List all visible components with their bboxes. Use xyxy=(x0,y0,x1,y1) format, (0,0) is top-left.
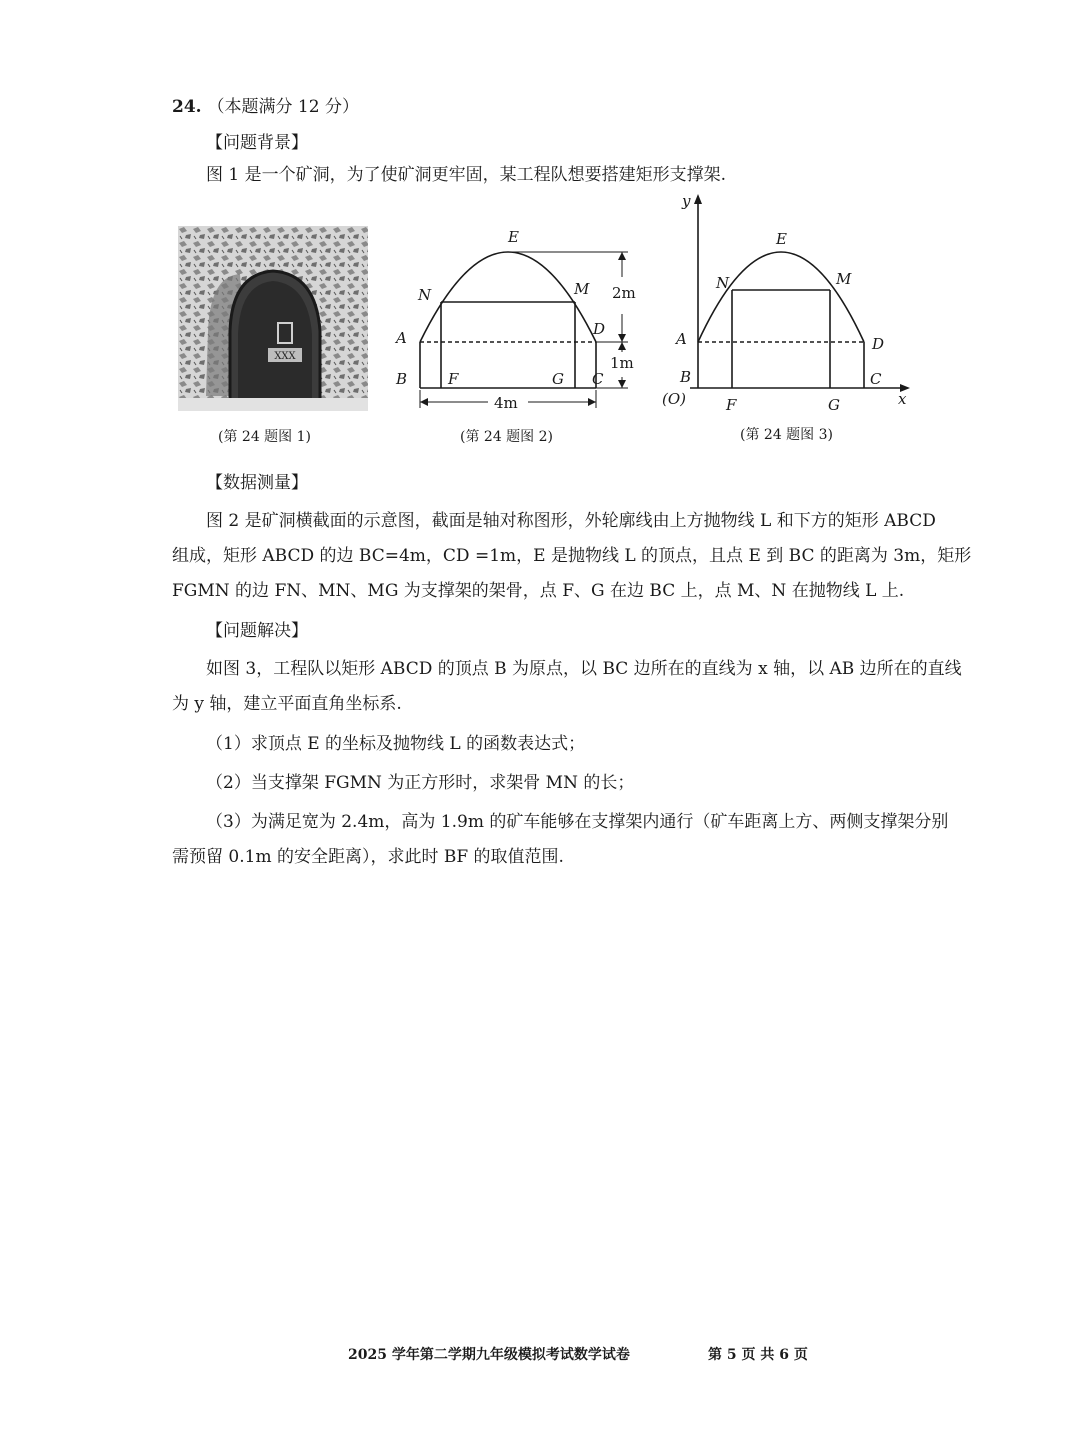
figure-1-sign-text: XXX xyxy=(274,351,296,362)
fig3-label-y: y xyxy=(682,192,691,210)
background-text: 图 1 是一个矿洞，为了使矿洞更牢固，某工程队想要搭建矩形支撑架. xyxy=(206,165,727,185)
measure-line-3: FGMN 的边 FN、MN、MG 为支撑架的架骨，点 F、G 在边 BC 上，点 M、N 在抛物线 L 上. xyxy=(172,581,905,601)
solve-heading: 【问题解决】 xyxy=(206,621,308,641)
fig2-label-N: N xyxy=(418,286,432,304)
fig2-label-F: F xyxy=(448,370,459,388)
figure-1-caption: (第 24 题图 1) xyxy=(218,429,311,445)
part-1: （1）求顶点 E 的坐标及抛物线 L 的函数表达式； xyxy=(206,734,586,754)
solve-line-1: 如图 3，工程队以矩形 ABCD 的顶点 B 为原点，以 BC 边所在的直线为 x 轴，以 AB 边所在的直线 xyxy=(206,659,962,679)
solve-line-2: 为 y 轴，建立平面直角坐标系. xyxy=(172,694,402,714)
figure-3-caption: (第 24 题图 3) xyxy=(740,427,833,443)
fig2-label-D: D xyxy=(593,320,606,338)
footer-page-number: 第 5 页 共 6 页 xyxy=(708,1347,808,1363)
fig2-label-E: E xyxy=(508,228,519,246)
fig3-label-D: D xyxy=(872,335,885,353)
part-2: （2）当支撑架 FGMN 为正方形时，求架骨 MN 的长； xyxy=(206,773,635,793)
fig3-label-x: x xyxy=(898,390,907,408)
fig2-label-M: M xyxy=(574,280,590,298)
fig3-label-G: G xyxy=(828,396,840,414)
question-score-note: （本题满分 12 分） xyxy=(207,97,359,117)
fig3-label-O: (O) xyxy=(662,390,687,408)
measure-line-2: 组成，矩形 ABCD 的边 BC=4m，CD =1m，E 是抛物线 L 的顶点，且点 E 到 BC 的距离为 3m，矩形 xyxy=(172,546,972,566)
fig3-label-A: A xyxy=(676,330,687,348)
fig3-label-M: M xyxy=(836,270,852,288)
figure-1-photo xyxy=(178,226,368,411)
figure-2-caption: (第 24 题图 2) xyxy=(460,429,553,445)
question-number: 24. xyxy=(172,97,202,117)
figure-3-diagram xyxy=(660,192,920,414)
fig2-label-A: A xyxy=(396,329,407,347)
fig3-label-B: B xyxy=(680,368,692,386)
footer-exam-title: 2025 学年第二学期九年级模拟考试数学试卷 xyxy=(348,1347,630,1363)
fig3-label-E: E xyxy=(776,230,787,248)
question-header xyxy=(172,96,359,118)
part-3-line-2: 需预留 0.1m 的安全距离），求此时 BF 的取值范围. xyxy=(172,847,564,867)
fig2-label-C: C xyxy=(592,370,604,388)
measure-line-1: 图 2 是矿洞横截面的示意图，截面是轴对称图形，外轮廓线由上方抛物线 L 和下方的矩形 ABCD xyxy=(206,511,936,531)
measure-heading: 【数据测量】 xyxy=(206,473,308,493)
background-heading: 【问题背景】 xyxy=(206,133,308,153)
figure-2-diagram xyxy=(388,222,648,418)
fig2-dim-2m: 2m xyxy=(612,284,636,302)
fig3-label-N: N xyxy=(716,274,730,292)
fig2-dim-1m: 1m xyxy=(610,354,634,372)
fig2-dim-4m: 4m xyxy=(494,394,518,412)
fig3-label-F: F xyxy=(726,396,737,414)
fig2-label-G: G xyxy=(552,370,564,388)
fig2-label-B: B xyxy=(396,370,408,388)
part-3-line-1: （3）为满足宽为 2.4m，高为 1.9m 的矿车能够在支撑架内通行（矿车距离上方、两侧支撑架分别 xyxy=(206,812,949,832)
fig3-label-C: C xyxy=(870,370,882,388)
